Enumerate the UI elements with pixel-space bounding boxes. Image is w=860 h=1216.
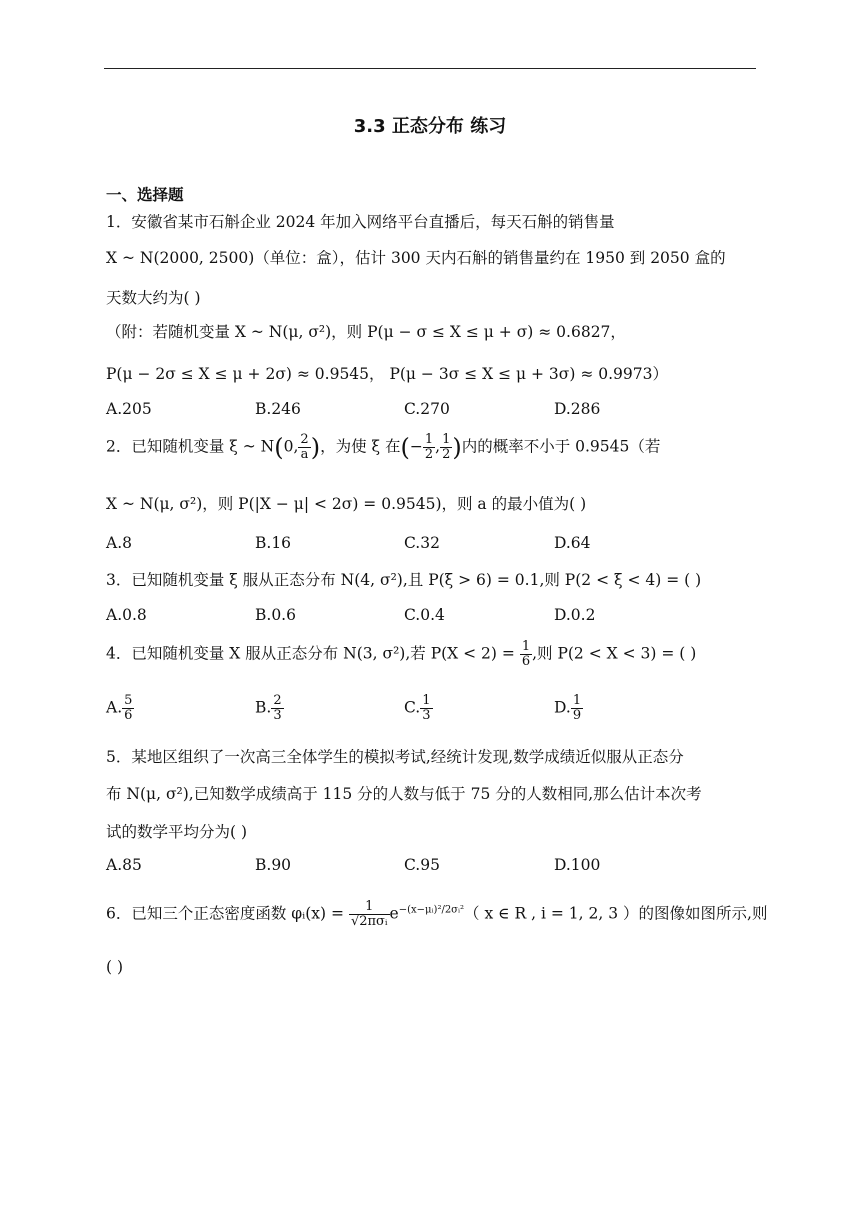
- q6-line2: ( ): [106, 958, 124, 976]
- q6-line1: [106, 900, 767, 929]
- q2-text-c: ，为使 ξ 在: [320, 437, 401, 456]
- q5-option-c: C.95: [404, 856, 440, 874]
- q2-option-d: D.64: [554, 534, 591, 552]
- q6-density-fraction: $\frac{1}{\text{√2πσᵢ}}$: [350, 899, 388, 929]
- q4-option-a-fraction: $\frac{5}{6}$: [124, 693, 133, 723]
- q1-line4: （附：若随机变量 X ~ N(μ, σ²)，则 P(μ − σ ≤ X ≤ μ + σ) ≈ 0.6827，: [106, 323, 626, 341]
- q2-text-a: 2．已知随机变量 ξ ~ N: [106, 437, 275, 456]
- q2-option-c: C.32: [404, 534, 440, 552]
- q5-option-b: B.90: [255, 856, 292, 874]
- q2-fraction-half: $\frac{1}{2}$: [442, 432, 451, 462]
- q6-exponent: −(x−μᵢ)²/2σᵢ²: [398, 904, 465, 916]
- q4-option-a: A. $\frac{5}{6}$: [106, 693, 133, 723]
- q3-option-d: D.0.2: [554, 606, 596, 624]
- q4-fraction-1-over-6: $\frac{1}{6}$: [521, 639, 531, 669]
- q3-option-c: C.0.4: [404, 606, 445, 624]
- section-heading: 一、选择题: [106, 186, 184, 204]
- q5-option-d: D.100: [554, 856, 601, 874]
- q2-fraction-half-neg: $\frac{1}{2}$: [424, 432, 434, 462]
- q2-minus: −: [409, 437, 423, 456]
- q2-line1: 2．已知随机变量 ξ ~ N(0, $\frac{2}{a}$ )，为使 ξ 在(− $\frac{1}{2}$ , $\frac{1}{2}$ )内的概率不小于 0.9545（若: [106, 432, 661, 462]
- header-rule: [104, 68, 756, 69]
- q1-option-b: B.246: [255, 400, 301, 418]
- q2-paren-close: ): [310, 433, 321, 462]
- q3-line1: 3．已知随机变量 ξ 服从正态分布 N(4, σ²),且 P(ξ > 6) = 0.1,则 P(2 < ξ < 4) = ( ): [106, 571, 702, 589]
- q2-fraction-2-over-a: $\frac{2}{a}$: [300, 432, 309, 462]
- q1-line3: 天数大约为( ): [106, 289, 201, 307]
- q2-option-a: A.8: [106, 534, 132, 552]
- q5-line2: 布 N(μ, σ²),已知数学成绩高于 115 分的人数与低于 75 分的人数相同,那么估计本次考: [106, 785, 702, 803]
- q2-line2: X ~ N(μ, σ²)，则 P(|X − μ| < 2σ) = 0.9545)，则 a 的最小值为( ): [106, 495, 587, 513]
- q4-option-b-fraction: $\frac{2}{3}$: [273, 693, 282, 723]
- q1-line5: P(μ − 2σ ≤ X ≤ μ + 2σ) ≈ 0.9545， P(μ − 3σ ≤ X ≤ μ + 3σ) ≈ 0.9973）: [106, 365, 668, 383]
- q4-option-d-fraction: $\frac{1}{9}$: [572, 693, 582, 723]
- page-title: 3.3 正态分布 练习: [353, 116, 507, 137]
- q2-paren-close2: ): [452, 433, 462, 462]
- q5-line1: 5．某地区组织了一次高三全体学生的模拟考试,经统计发现,数学成绩近似服从正态分: [106, 748, 684, 766]
- q4-text-b: ,则 P(2 < X < 3) = ( ): [532, 644, 697, 663]
- q3-option-b: B.0.6: [255, 606, 296, 624]
- q4-option-b: B. $\frac{2}{3}$: [255, 693, 282, 723]
- q5-line3: 试的数学平均分为( ): [106, 823, 248, 841]
- q1-option-d: D.286: [554, 400, 601, 418]
- q4-option-d: D. $\frac{1}{9}$: [554, 693, 582, 723]
- q3-option-a: A.0.8: [106, 606, 147, 624]
- q2-text-e: 内的概率不小于 0.9545（若: [461, 437, 661, 456]
- q1-option-c: C.270: [404, 400, 450, 418]
- q2-option-b: B.16: [255, 534, 292, 552]
- q1-option-a: A.205: [106, 400, 152, 418]
- q2-text-b: 0,: [283, 437, 299, 456]
- q4-option-c: C. $\frac{1}{3}$: [404, 693, 431, 723]
- q4-option-c-fraction: $\frac{1}{3}$: [422, 693, 431, 723]
- q2-paren-open2: (: [400, 433, 410, 462]
- q6-text-a: 6．已知三个正态密度函数 φᵢ(x) =: [106, 904, 349, 923]
- q1-line1: 1．安徽省某市石斛企业 2024 年加入网络平台直播后，每天石斛的销售量: [106, 213, 615, 231]
- q5-option-a: A.85: [106, 856, 142, 874]
- q4-line1: [106, 640, 696, 669]
- q6-text-b: （ x ∈ R , i = 1, 2, 3 ）的图像如图所示,则: [464, 904, 768, 923]
- q2-paren-open: (: [274, 433, 284, 462]
- q6-exp-base: e: [389, 904, 399, 923]
- q4-text-a: 4．已知随机变量 X 服从正态分布 N(3, σ²),若 P(X < 2) =: [106, 644, 520, 663]
- q1-line2: X ~ N(2000, 2500)（单位：盒），估计 300 天内石斛的销售量约在 1950 到 2050 盒的: [106, 249, 726, 267]
